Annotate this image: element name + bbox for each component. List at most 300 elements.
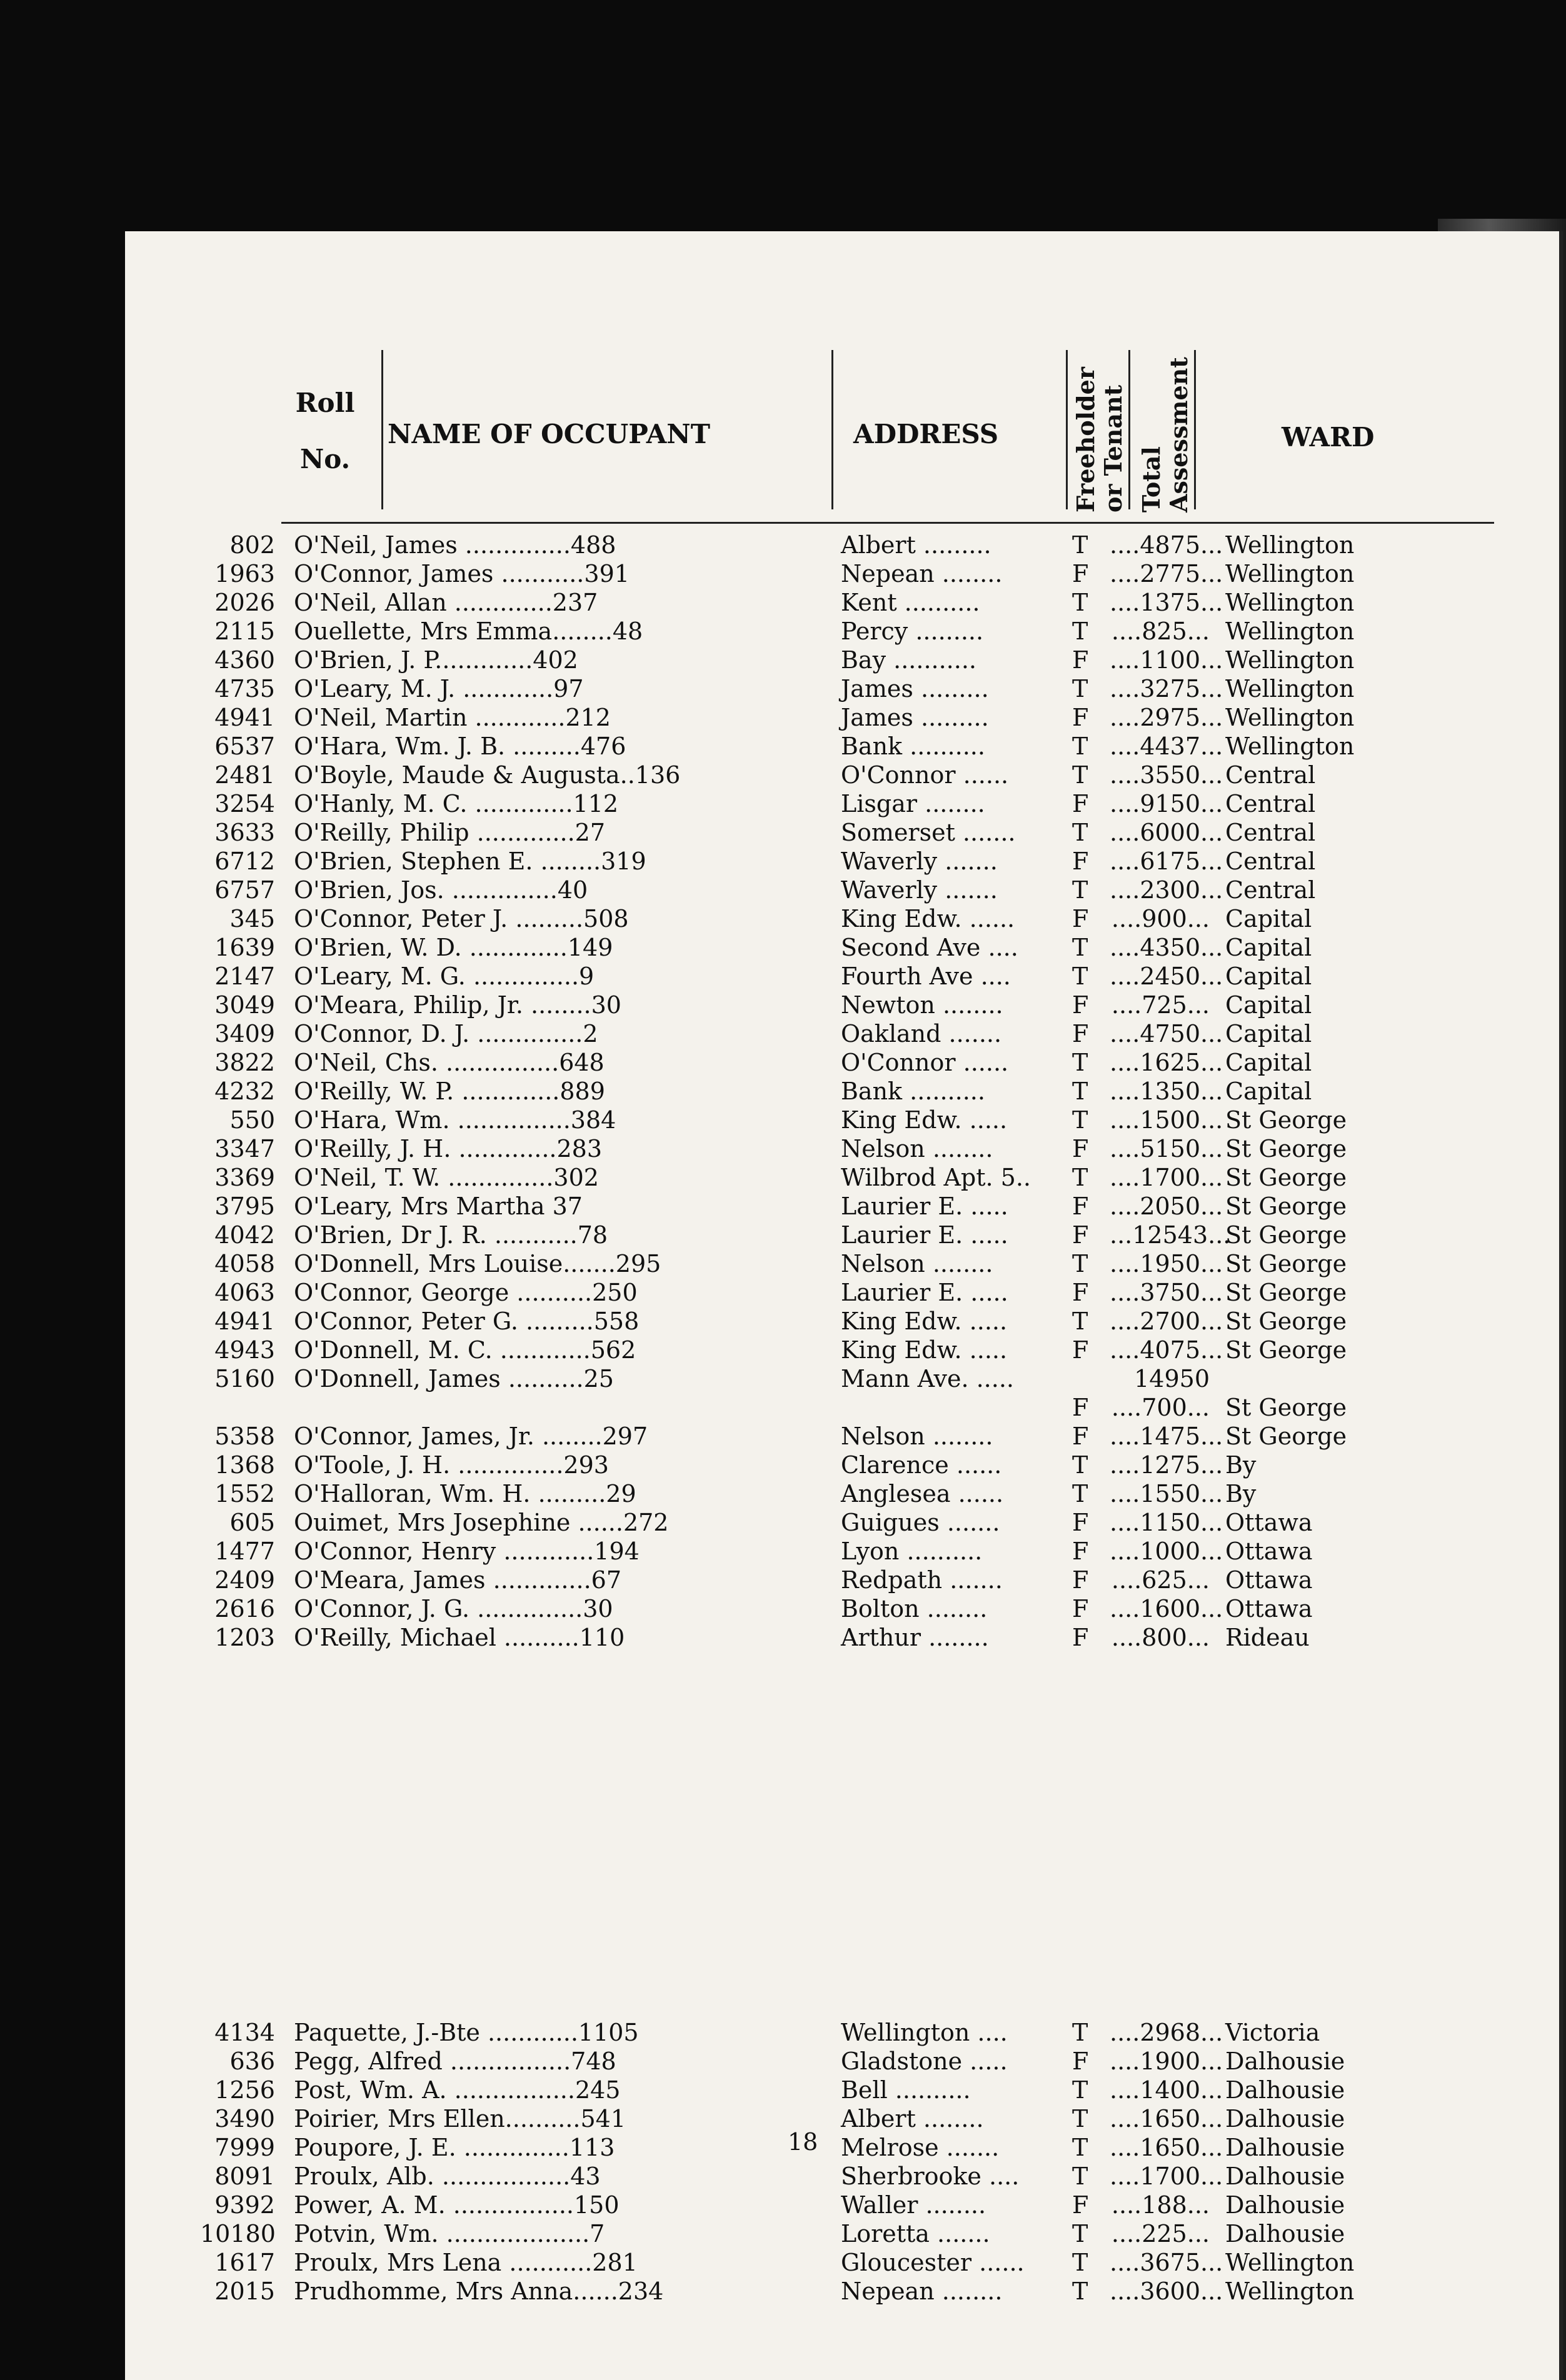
freeholder-tenant: T: [1072, 531, 1088, 559]
freeholder-tenant: T: [1072, 2134, 1088, 2161]
roll-number: 1368: [214, 1451, 275, 1479]
address: Bolton ........: [841, 1595, 988, 1622]
roll-number: 6757: [214, 876, 275, 904]
address: King Edw. .....: [841, 1336, 1008, 1364]
table-row: [200, 905, 1500, 934]
occupant-name: O'Connor, D. J. ..............2: [294, 1020, 598, 1048]
freeholder-tenant: F: [1072, 1624, 1089, 1651]
roll-number: 4943: [214, 1336, 275, 1364]
occupant-name: O'Neil, Allan .............237: [294, 589, 598, 616]
table-row: [200, 962, 1500, 991]
freeholder-tenant: F: [1072, 1336, 1089, 1364]
roll-number: 4134: [214, 2019, 275, 2046]
total-assessment: ....1625...: [1110, 1049, 1223, 1076]
freeholder-tenant: F: [1072, 2048, 1089, 2075]
occupant-name: O'Leary, M. J. ............97: [294, 675, 584, 702]
table-row: [200, 704, 1500, 732]
roll-number: 2409: [214, 1566, 275, 1594]
total-assessment: ....9150...: [1110, 790, 1223, 818]
roll-number: 3795: [214, 1192, 275, 1220]
ward: Ottawa: [1225, 1566, 1313, 1594]
total-assessment: ....2775...: [1110, 560, 1223, 588]
ward: Capital: [1225, 1020, 1312, 1048]
header-rule: [281, 522, 1494, 524]
ward: St George: [1225, 1336, 1347, 1364]
roll-number: 8091: [214, 2162, 275, 2190]
table-row: [200, 2220, 1500, 2249]
occupant-name: O'Neil, James ..............488: [294, 531, 616, 559]
ward: Dalhousie: [1225, 2076, 1345, 2104]
ward: Central: [1225, 761, 1316, 789]
ward: St George: [1225, 1192, 1347, 1220]
table-row: [200, 2278, 1500, 2306]
occupant-name: O'Reilly, Philip .............27: [294, 819, 606, 846]
ward: Wellington: [1225, 531, 1355, 559]
total-assessment: ....1600...: [1110, 1595, 1223, 1622]
address: King Edw. .....: [841, 1308, 1008, 1335]
total-assessment: ....3600...: [1110, 2278, 1223, 2305]
freeholder-tenant: F: [1072, 1020, 1089, 1048]
roll-number: 802: [229, 531, 275, 559]
roll-number: 5160: [214, 1365, 275, 1392]
occupant-name: Poirier, Mrs Ellen..........541: [294, 2105, 626, 2132]
freeholder-tenant: T: [1072, 2162, 1088, 2190]
ward: Dalhousie: [1225, 2220, 1345, 2248]
freeholder-tenant: T: [1072, 2019, 1088, 2046]
address: Lisgar ........: [841, 790, 985, 818]
total-assessment: ....4437...: [1110, 732, 1223, 760]
table-row: [200, 1566, 1500, 1595]
occupant-name: Power, A. M. ................150: [294, 2191, 620, 2219]
address: Lyon ..........: [841, 1538, 983, 1565]
address: Laurier E. .....: [841, 1192, 1008, 1220]
occupant-name: O'Brien, J. P.............402: [294, 646, 578, 674]
table-row: [200, 2134, 1500, 2162]
freeholder-tenant: T: [1072, 761, 1088, 789]
table-row: [200, 934, 1500, 962]
table-row: [200, 2105, 1500, 2134]
freeholder-tenant: F: [1072, 2191, 1089, 2219]
freeholder-tenant: T: [1072, 675, 1088, 702]
roll-number: 4941: [214, 1308, 275, 1335]
table-row: [200, 589, 1500, 618]
occupant-name: O'Hara, Wm. J. B. .........476: [294, 732, 626, 760]
address: Fourth Ave ....: [841, 962, 1011, 990]
ward: Dalhousie: [1225, 2105, 1345, 2132]
roll-number: 3633: [214, 819, 275, 846]
roll-number: 2015: [214, 2278, 275, 2305]
roll-number: 2115: [214, 618, 275, 645]
freeholder-tenant: T: [1072, 2220, 1088, 2248]
roll-number: 2616: [214, 1595, 275, 1622]
table-row: [200, 876, 1500, 905]
ward: Capital: [1225, 905, 1312, 932]
address: Bank ..........: [841, 1078, 985, 1105]
address: Melrose .......: [841, 2134, 1000, 2161]
address: Albert ........: [841, 2105, 984, 2132]
table-row: [200, 1049, 1500, 1078]
roll-number: 1617: [214, 2249, 275, 2276]
total-assessment: ....1100...: [1110, 646, 1223, 674]
table-row: [200, 1365, 1500, 1394]
freeholder-tenant: T: [1072, 2249, 1088, 2276]
table-row: [200, 1451, 1500, 1480]
table-row: [200, 2048, 1500, 2076]
header-roll: [281, 375, 369, 488]
table-row: [200, 560, 1500, 589]
total-assessment: ....5150...: [1110, 1135, 1223, 1162]
address: Guigues .......: [841, 1509, 1000, 1536]
roll-number: 345: [229, 905, 275, 932]
total-assessment: ....1700...: [1110, 2162, 1223, 2190]
ward: Wellington: [1225, 560, 1355, 588]
ward: Wellington: [1225, 589, 1355, 616]
table-row: [200, 646, 1500, 675]
roll-number: 3369: [214, 1164, 275, 1191]
address: O'Connor ......: [841, 1049, 1009, 1076]
occupant-name: O'Donnell, James ..........25: [294, 1365, 614, 1392]
ward: Dalhousie: [1225, 2191, 1345, 2219]
table-row: [200, 848, 1500, 876]
address: Mann Ave. .....: [841, 1365, 1015, 1392]
occupant-name: O'Connor, George ..........250: [294, 1279, 638, 1306]
freeholder-tenant: F: [1072, 1279, 1089, 1306]
freeholder-tenant: F: [1072, 560, 1089, 588]
occupant-name: Ouellette, Mrs Emma........48: [294, 618, 643, 645]
address: Bell ..........: [841, 2076, 971, 2104]
total-assessment: ....825...: [1111, 618, 1210, 645]
ward: Wellington: [1225, 675, 1355, 702]
occupant-name: O'Connor, Henry ............194: [294, 1538, 640, 1565]
total-assessment: ....2975...: [1110, 704, 1223, 731]
roll-number: 7999: [214, 2134, 275, 2161]
occupant-name: O'Brien, W. D. .............149: [294, 934, 613, 961]
total-assessment: ....1000...: [1110, 1538, 1223, 1565]
freeholder-tenant: T: [1072, 2278, 1088, 2305]
roll-number: 2026: [214, 589, 275, 616]
occupant-name: Potvin, Wm. ...................7: [294, 2220, 605, 2248]
freeholder-tenant: F: [1072, 1595, 1089, 1622]
address: Bay ...........: [841, 646, 976, 674]
address: Anglesea ......: [841, 1480, 1004, 1508]
ward: By: [1225, 1480, 1257, 1508]
freeholder-tenant: F: [1072, 646, 1089, 674]
ward: Ottawa: [1225, 1509, 1313, 1536]
roll-number: 10180: [200, 2220, 276, 2248]
total-assessment: ....3750...: [1110, 1279, 1223, 1306]
ward: Wellington: [1225, 2249, 1355, 2276]
roll-number: 6712: [214, 848, 275, 875]
occupant-name: O'Donnell, M. C. ............562: [294, 1336, 636, 1364]
occupant-name: O'Neil, T. W. ..............302: [294, 1164, 599, 1191]
ward: Capital: [1225, 934, 1312, 961]
freeholder-tenant: T: [1072, 934, 1088, 961]
roll-number: 6537: [214, 732, 275, 760]
occupant-name: O'Meara, James .............67: [294, 1566, 622, 1594]
total-assessment: ....2968...: [1110, 2019, 1223, 2046]
header-divider: [1194, 350, 1196, 509]
occupant-list-o: [200, 531, 1500, 1652]
address: Oakland .......: [841, 1020, 1002, 1048]
roll-number: 3822: [214, 1049, 275, 1076]
ward: Ottawa: [1225, 1538, 1313, 1565]
table-row: [200, 1221, 1500, 1250]
total-assessment: ....1275...: [1110, 1451, 1223, 1479]
occupant-name: O'Toole, J. H. ..............293: [294, 1451, 609, 1479]
roll-number: 1477: [214, 1538, 275, 1565]
address: James .........: [841, 675, 989, 702]
total-assessment: ....4075...: [1110, 1336, 1223, 1364]
occupant-name: Ouimet, Mrs Josephine ......272: [294, 1509, 669, 1536]
freeholder-tenant: T: [1072, 1164, 1088, 1191]
roll-number: 2147: [214, 962, 275, 990]
header-freeholder-tenant: Freeholder or Tenant: [1072, 367, 1127, 512]
occupant-name: O'Brien, Stephen E. ........319: [294, 848, 646, 875]
total-assessment: ....1550...: [1110, 1480, 1223, 1508]
address: Redpath .......: [841, 1566, 1003, 1594]
freeholder-tenant: T: [1072, 819, 1088, 846]
roll-number: 4232: [214, 1078, 275, 1105]
address: Laurier E. .....: [841, 1279, 1008, 1306]
roll-number: 5358: [214, 1422, 275, 1450]
total-assessment: ....2700...: [1110, 1308, 1223, 1335]
total-assessment: ....1900...: [1110, 2048, 1223, 2075]
roll-number: 1639: [214, 934, 275, 961]
total-assessment: ....3275...: [1110, 675, 1223, 702]
total-assessment: ....700...: [1111, 1394, 1210, 1421]
freeholder-tenant: F: [1072, 790, 1089, 818]
ward: St George: [1225, 1394, 1347, 1421]
freeholder-tenant: F: [1072, 1566, 1089, 1594]
table-row: [200, 1250, 1500, 1279]
header-ward: WARD: [1282, 422, 1375, 452]
page-number: 18: [788, 2128, 818, 2156]
freeholder-tenant: T: [1072, 1480, 1088, 1508]
total-assessment: ....1950...: [1110, 1250, 1223, 1278]
address: King Edw. .....: [841, 1106, 1008, 1134]
total-assessment: ....625...: [1111, 1566, 1210, 1594]
header-no-label: No.: [299, 444, 351, 474]
address: Waverly .......: [841, 848, 998, 875]
table-row: [200, 1538, 1500, 1566]
freeholder-tenant: F: [1072, 905, 1089, 932]
freeholder-tenant: F: [1072, 848, 1089, 875]
table-row: [200, 1509, 1500, 1538]
address: Nelson ........: [841, 1250, 993, 1278]
ward: Wellington: [1225, 618, 1355, 645]
total-assessment: 14950: [1134, 1365, 1210, 1392]
ward: Victoria: [1225, 2019, 1320, 2046]
occupant-name: O'Reilly, W. P. .............889: [294, 1078, 605, 1105]
occupant-name: O'Donnell, Mrs Louise.......295: [294, 1250, 661, 1278]
ward: Central: [1225, 819, 1316, 846]
header-total-assessment: Total Assessment: [1137, 357, 1193, 512]
occupant-name: O'Hara, Wm. ...............384: [294, 1106, 616, 1134]
ward: By: [1225, 1451, 1257, 1479]
occupant-name: O'Halloran, Wm. H. .........29: [294, 1480, 636, 1508]
roll-number: 4735: [214, 675, 275, 702]
table-row: [200, 1308, 1500, 1336]
freeholder-tenant: T: [1072, 1106, 1088, 1134]
address: Bank ..........: [841, 732, 985, 760]
table-row: [200, 2249, 1500, 2278]
roll-number: 9392: [214, 2191, 275, 2219]
table-row: [200, 1394, 1500, 1422]
roll-number: 4058: [214, 1250, 275, 1278]
ward: Capital: [1225, 1078, 1312, 1105]
roll-number: 1256: [214, 2076, 275, 2104]
ward: Ottawa: [1225, 1595, 1313, 1622]
address: Percy .........: [841, 618, 984, 645]
ward: Dalhousie: [1225, 2162, 1345, 2190]
table-row: [200, 1279, 1500, 1308]
ward: Central: [1225, 848, 1316, 875]
table-row: [200, 790, 1500, 819]
freeholder-tenant: T: [1072, 876, 1088, 904]
occupant-name: Prudhomme, Mrs Anna......234: [294, 2278, 664, 2305]
address: Somerset .......: [841, 819, 1016, 846]
occupant-name: O'Brien, Dr J. R. ...........78: [294, 1221, 608, 1249]
table-row: [200, 761, 1500, 790]
occupant-name: O'Neil, Chs. ...............648: [294, 1049, 605, 1076]
occupant-name: O'Connor, James ...........391: [294, 560, 630, 588]
address: Newton ........: [841, 991, 1003, 1019]
occupant-name: O'Reilly, Michael ..........110: [294, 1624, 625, 1651]
address: Loretta .......: [841, 2220, 990, 2248]
total-assessment: ....6175...: [1110, 848, 1223, 875]
table-row: [200, 819, 1500, 848]
occupant-name: O'Brien, Jos. ..............40: [294, 876, 588, 904]
freeholder-tenant: F: [1072, 1538, 1089, 1565]
address: Nepean ........: [841, 2278, 1003, 2305]
address: Arthur ........: [841, 1624, 989, 1651]
occupant-name: O'Neil, Martin ............212: [294, 704, 611, 731]
total-assessment: ....900...: [1111, 905, 1210, 932]
address: Laurier E. .....: [841, 1221, 1008, 1249]
header-divider: [1066, 350, 1068, 509]
address: Kent ..........: [841, 589, 980, 616]
occupant-name: Pegg, Alfred ................748: [294, 2048, 616, 2075]
occupant-name: Proulx, Mrs Lena ...........281: [294, 2249, 638, 2276]
ward: St George: [1225, 1250, 1347, 1278]
ward: Dalhousie: [1225, 2048, 1345, 2075]
address: Nelson ........: [841, 1422, 993, 1450]
occupant-name: O'Connor, Peter G. .........558: [294, 1308, 640, 1335]
header-divider: [1128, 350, 1130, 509]
roll-number: 1203: [214, 1624, 275, 1651]
roll-number: 636: [229, 2048, 275, 2075]
occupant-name: O'Meara, Philip, Jr. ........30: [294, 991, 621, 1019]
total-assessment: ....2450...: [1110, 962, 1223, 990]
header-divider: [381, 350, 383, 509]
roll-number: 3254: [214, 790, 275, 818]
ward: Capital: [1225, 962, 1312, 990]
table-row: [200, 1624, 1500, 1652]
table-row: [200, 732, 1500, 761]
table-row: [200, 1078, 1500, 1106]
roll-number: 3490: [214, 2105, 275, 2132]
address: Clarence ......: [841, 1451, 1002, 1479]
roll-number: 3409: [214, 1020, 275, 1048]
table-row: [200, 1422, 1500, 1451]
ward: St George: [1225, 1308, 1347, 1335]
table-row: [200, 991, 1500, 1020]
ward: Central: [1225, 790, 1316, 818]
occupant-name: O'Connor, J. G. ..............30: [294, 1595, 613, 1622]
freeholder-tenant: T: [1072, 1308, 1088, 1335]
table-row: [200, 1192, 1500, 1221]
total-assessment: ....1350...: [1110, 1078, 1223, 1105]
occupant-name: O'Connor, James, Jr. ........297: [294, 1422, 648, 1450]
total-assessment: ....1400...: [1110, 2076, 1223, 2104]
total-assessment: ....6000...: [1110, 819, 1223, 846]
occupant-name: Proulx, Alb. .................43: [294, 2162, 601, 2190]
freeholder-tenant: F: [1072, 1509, 1089, 1536]
total-assessment: ....800...: [1111, 1624, 1210, 1651]
address: Wilbrod Apt. 5..: [841, 1164, 1031, 1191]
roll-number: 1963: [214, 560, 275, 588]
freeholder-tenant: T: [1072, 589, 1088, 616]
occupant-name: O'Reilly, J. H. .............283: [294, 1135, 603, 1162]
table-row: [200, 618, 1500, 646]
occupant-name: O'Leary, M. G. ..............9: [294, 962, 595, 990]
table-row: [200, 2076, 1500, 2105]
ward: Central: [1225, 876, 1316, 904]
roll-number: 3049: [214, 991, 275, 1019]
freeholder-tenant: T: [1072, 1451, 1088, 1479]
address: King Edw. ......: [841, 905, 1015, 932]
ward: Dalhousie: [1225, 2134, 1345, 2161]
ward: St George: [1225, 1106, 1347, 1134]
roll-number: 4360: [214, 646, 275, 674]
roll-number: 4063: [214, 1279, 275, 1306]
ward: St George: [1225, 1279, 1347, 1306]
roll-number: 2481: [214, 761, 275, 789]
ward: Wellington: [1225, 704, 1355, 731]
address: Gladstone .....: [841, 2048, 1008, 2075]
occupant-name: Post, Wm. A. ................245: [294, 2076, 621, 2104]
freeholder-tenant: F: [1072, 1221, 1089, 1249]
total-assessment: ....4350...: [1110, 934, 1223, 961]
table-row: [200, 1595, 1500, 1624]
freeholder-tenant: F: [1072, 1394, 1089, 1421]
freeholder-tenant: F: [1072, 704, 1089, 731]
table-row: [200, 2162, 1500, 2191]
address: Gloucester ......: [841, 2249, 1025, 2276]
total-assessment: ....4875...: [1110, 531, 1223, 559]
table-row: [200, 1480, 1500, 1509]
ward: St George: [1225, 1135, 1347, 1162]
total-assessment: ....1500...: [1110, 1106, 1223, 1134]
roll-number: 4042: [214, 1221, 275, 1249]
total-assessment: ....1650...: [1110, 2134, 1223, 2161]
total-assessment: ....4750...: [1110, 1020, 1223, 1048]
roll-number: 1552: [214, 1480, 275, 1508]
table-row: [200, 1135, 1500, 1164]
total-assessment: ....3550...: [1110, 761, 1223, 789]
ward: Wellington: [1225, 646, 1355, 674]
table-row: [200, 1336, 1500, 1365]
freeholder-tenant: F: [1072, 991, 1089, 1019]
occupant-name: Poupore, J. E. ..............113: [294, 2134, 615, 2161]
address: Second Ave ....: [841, 934, 1018, 961]
document-page: [125, 231, 1563, 2380]
total-assessment: ....225...: [1111, 2220, 1210, 2248]
freeholder-tenant: T: [1072, 2105, 1088, 2132]
ward: St George: [1225, 1221, 1347, 1249]
address: Sherbrooke ....: [841, 2162, 1020, 2190]
total-assessment: ....2300...: [1110, 876, 1223, 904]
